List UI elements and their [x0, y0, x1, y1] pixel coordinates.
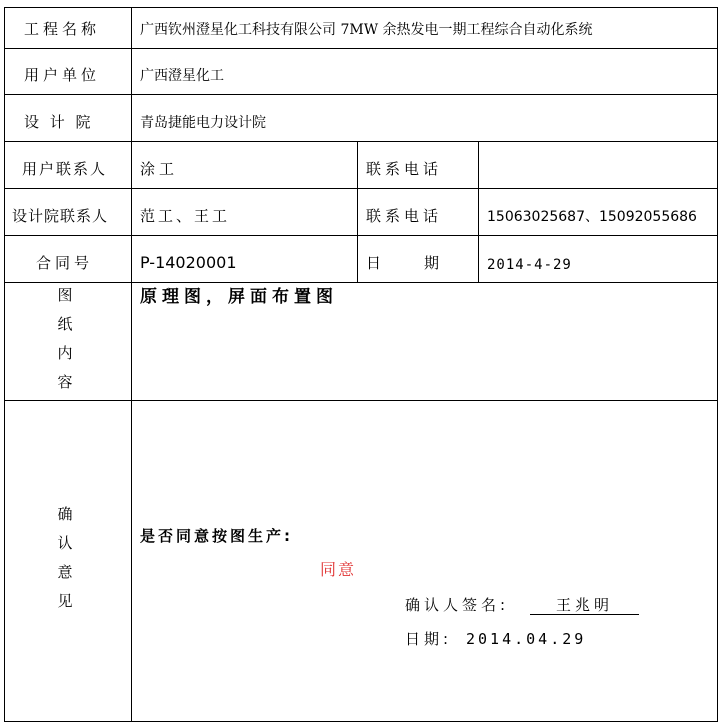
agree-question: 是否同意按图生产:: [140, 527, 293, 545]
signer-label: 确认人签名:: [405, 596, 510, 614]
institute-phone-label: 联系电话: [366, 207, 443, 225]
signer-name: 王兆明: [530, 596, 639, 615]
agree-answer: 同意: [320, 560, 357, 579]
project-name-label: 工程名称: [24, 20, 101, 38]
user-phone-label: 联系电话: [366, 160, 443, 178]
user-contact-value: 涂工: [140, 160, 179, 178]
date-label: 日 期: [366, 254, 454, 272]
institute-phone-value: 15063025687、15092055686: [487, 209, 697, 225]
contract-no-value: P-14020001: [140, 253, 237, 272]
user-unit-value: 广西澄星化工: [140, 68, 224, 84]
date-value: 2014-4-29: [487, 257, 572, 273]
user-contact-label: 用户联系人: [22, 160, 108, 178]
confirm-date-label: 日期:: [405, 630, 453, 648]
user-unit-label: 用户单位: [24, 66, 101, 84]
design-institute-label: 设 计 院: [24, 113, 94, 131]
contract-no-label: 合同号: [36, 254, 94, 272]
signer-name-field: [530, 596, 639, 615]
institute-contact-value: 范工、王工: [140, 207, 231, 225]
drawing-content-label: 图 纸 内 容: [57, 286, 73, 391]
drawing-content-value: 原理图，屏面布置图: [140, 287, 338, 307]
institute-contact-label: 设计院联系人: [12, 207, 109, 225]
confirm-date-value: 2014.04.29: [466, 630, 587, 648]
confirm-opinion-label: 确 认 意 见: [57, 505, 73, 610]
design-institute-value: 青岛捷能电力设计院: [140, 115, 266, 131]
project-name-value: 广西钦州澄星化工科技有限公司 7MW 余热发电一期工程综合自动化系统: [140, 22, 593, 38]
